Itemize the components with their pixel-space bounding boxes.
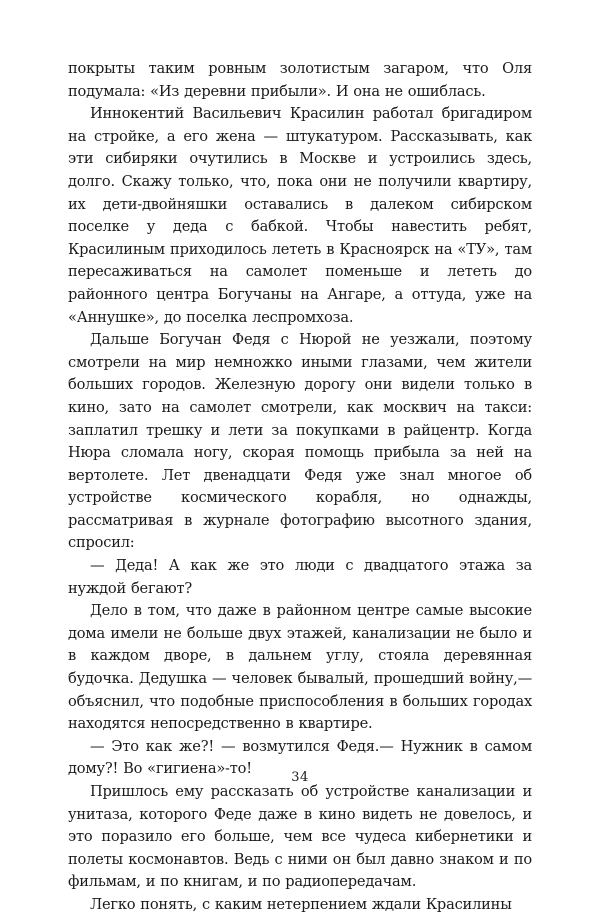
paragraph-4: Дело в том, что даже в районном центре самые высокие дома имели не больше двух этажей, канализации не было и в каждом дворе, в дальнем углу, стояла деревянная будочка. Дедушка — человек бывалый, прошедший войну,— объяснил, что подобные приспособления в больших городах находятся непосредственно в квартире. <box>68 602 532 733</box>
paragraph-3: Дальше Богучан Федя с Нюрой не уезжали, поэтому смотрели на мир немножко иными глазами, чем жители больших городов. Железную дорогу они видели только в кино, зато на самолет смотрели, как москвич на такси: заплатил трешку и лети за покупками в райцентр. Когда Нюра сломала ногу, скорая помощь прибыла за ней на вертолете. Лет двенадцати Федя уже знал многое об устройстве космического корабля, но однажды, рассматривая в журнале фотографию высотного здания, спросил: <box>68 331 532 552</box>
paragraph-2: Иннокентий Васильевич Красилин работал бригадиром на стройке, а его жена — штукатуром. Рассказывать, как эти сибиряки очутились в Москве и устроились здесь, долго. Скажу только, что, пока они не получили квартиру, их дети-двойняшки оставались в далеком сибирском поселке у деда с бабкой. Чтобы навестить ребят, Красилиным приходилось лететь в Красноярск на «ТУ», там пересаживаться на самолет поменьше и лететь до районного центра Богучаны на Ангаре, а оттуда, уже на «Аннушке», до поселка леспромхоза. <box>68 105 532 326</box>
paragraph-5: Пришлось ему рассказать об устройстве канализации и унитаза, которого Феде даже в кино видеть не довелось, и это поразило его больше, чем все чудеса кибернетики и полеты космонавтов. Ведь с ними он был давно знаком и по фильмам, и по книгам, и по радиопередачам. <box>68 783 532 891</box>
page-body <box>68 58 532 917</box>
paragraph-dialogue-2: — Это как же?! — возмутился Федя.— Нужник в самом дому?! Во «гигиена»-то! <box>68 737 532 778</box>
page-number: 34 <box>291 770 309 785</box>
paragraph-dialogue-1: — Деда! А как же это люди с двадцатого этажа за нуждой бегают? <box>68 557 532 597</box>
paragraph-6: Легко понять, с каким нетерпением ждали Красилины <box>90 895 512 913</box>
paragraph-1: покрыты таким ровным золотистым загаром, что Оля подумала: «Из деревни прибыли». И она не ошиблась. <box>68 60 532 100</box>
